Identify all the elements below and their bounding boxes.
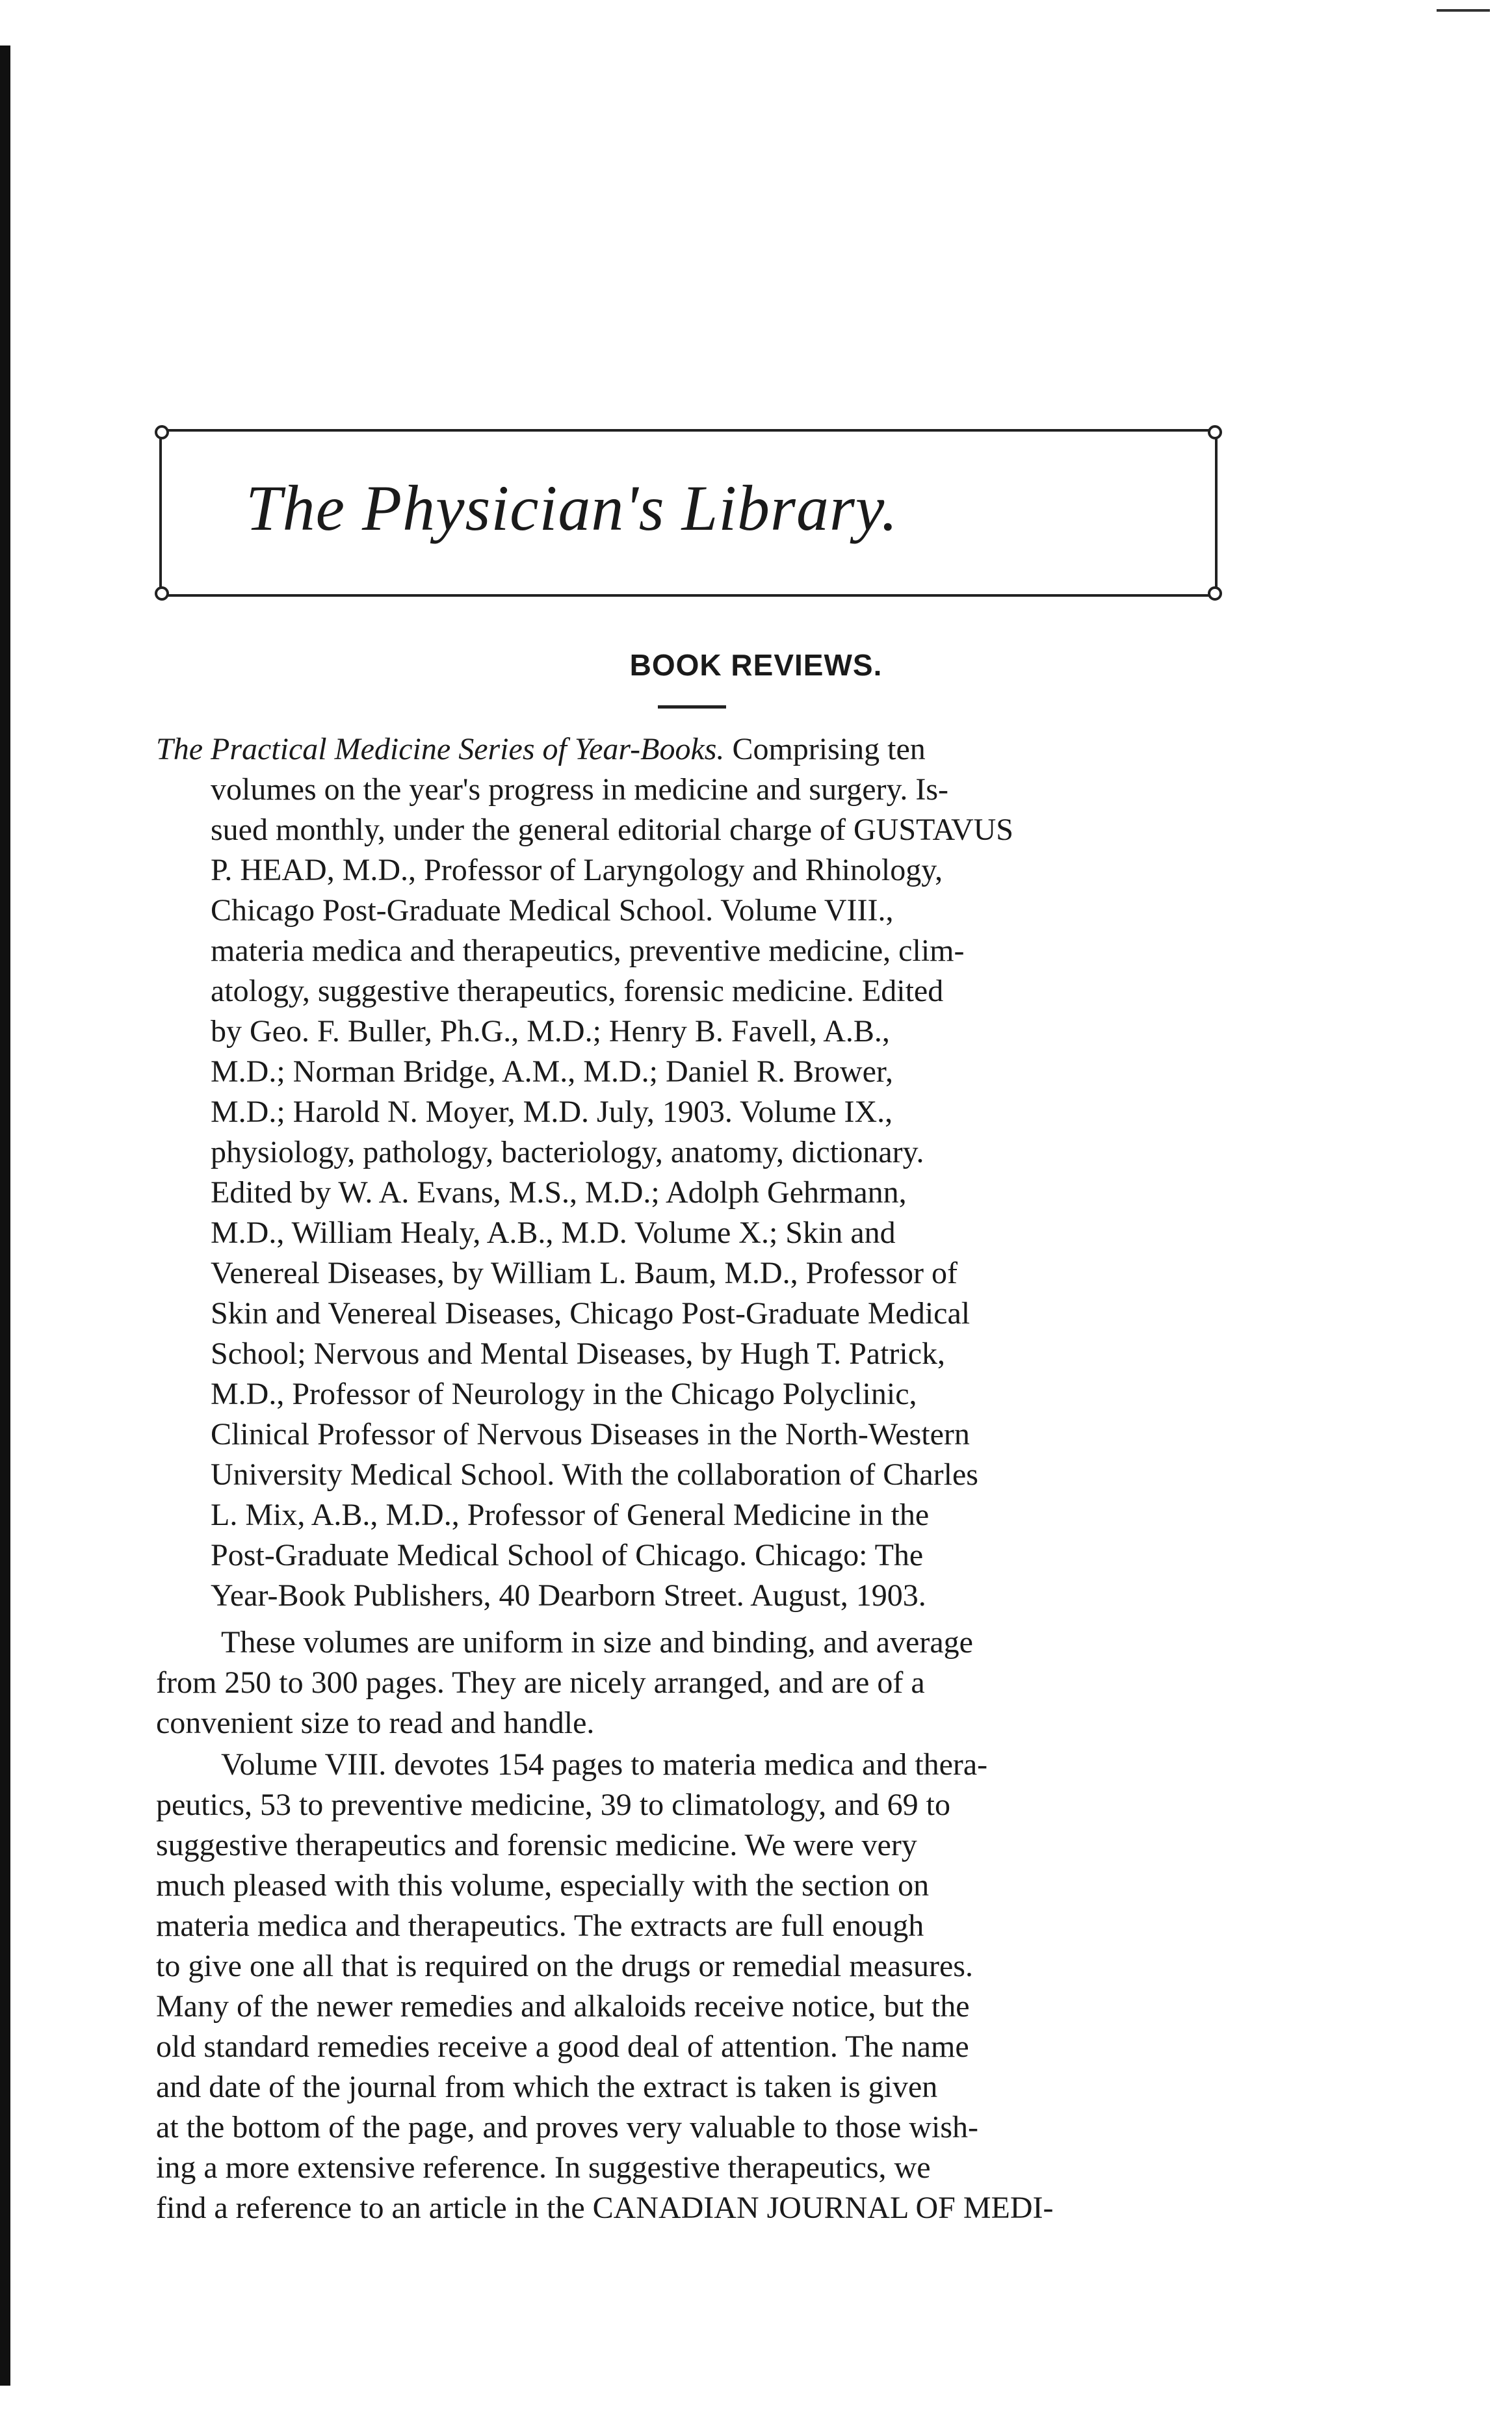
review-line: M.D., William Healy, A.B., M.D. Volume X.; Skin and [211, 1216, 896, 1250]
review-line: University Medical School. With the collaboration of Charles [211, 1457, 978, 1492]
frame-top-rule [163, 429, 1214, 432]
review-line: M.D., Professor of Neurology in the Chicago Polyclinic, [211, 1377, 917, 1411]
frame-corner-ornament [155, 586, 169, 601]
review-line: materia medica and therapeutics, preventive medicine, clim- [211, 933, 965, 968]
paragraph-line: materia medica and therapeutics. The extracts are full enough [156, 1909, 924, 1943]
page-edge-rule [0, 46, 10, 2386]
paragraph-line: at the bottom of the page, and proves very valuable to those wish- [156, 2110, 978, 2144]
review-line [156, 729, 1013, 770]
review-line: M.D.; Norman Bridge, A.M., M.D.; Daniel R. Brower, [211, 1054, 893, 1089]
paragraph-line: convenient size to read and handle. [156, 1706, 595, 1740]
paragraph-line: old standard remedies receive a good deal of attention. The name [156, 2029, 969, 2064]
corner-mark [1437, 9, 1490, 12]
review-line: L. Mix, A.B., M.D., Professor of General Medicine in the [211, 1498, 930, 1532]
review-line: Edited by W. A. Evans, M.S., M.D.; Adolph Gehrmann, [211, 1175, 907, 1210]
paragraph-line: and date of the journal from which the extract is taken is given [156, 2070, 938, 2104]
review-line: physiology, pathology, bacteriology, anatomy, dictionary. [211, 1135, 924, 1169]
review-line: Clinical Professor of Nervous Diseases in the North-Western [211, 1417, 970, 1452]
review-line: M.D.; Harold N. Moyer, M.D. July, 1903. Volume IX., [211, 1095, 893, 1129]
paragraph-line: Volume VIII. devotes 154 pages to materia medica and thera- [221, 1747, 988, 1782]
paragraph [156, 1745, 1235, 2228]
review-line: Chicago Post-Graduate Medical School. Volume VIII., [211, 893, 894, 928]
paragraph-line: much pleased with this volume, especially with the section on [156, 1868, 930, 1903]
frame-left-rule [159, 438, 162, 588]
page-title: The Physician's Library. [246, 472, 898, 544]
frame-corner-ornament [155, 425, 169, 439]
review-line: atology, suggestive therapeutics, forensic medicine. Edited [211, 974, 944, 1008]
review-line: P. HEAD, M.D., Professor of Laryngology and Rhinology, [211, 853, 943, 887]
review-line: Year-Book Publishers, 40 Dearborn Street. August, 1903. [211, 1578, 926, 1613]
review-line-text: Comprising ten [724, 732, 926, 766]
review-line: Venereal Diseases, by William L. Baum, M.D., Professor of [211, 1256, 958, 1290]
paragraph-line: suggestive therapeutics and forensic medicine. We were very [156, 1828, 917, 1862]
paragraph [156, 1623, 1235, 1743]
title-frame [155, 425, 1222, 601]
paragraph-line: to give one all that is required on the drugs or remedial measures. [156, 1949, 973, 1983]
review-line: volumes on the year's progress in medicine and surgery. Is- [211, 772, 949, 807]
paragraph-line: find a reference to an article in the CANADIAN JOURNAL OF MEDI- [156, 2191, 1054, 2225]
review-line: Skin and Venereal Diseases, Chicago Post-Graduate Medical [211, 1296, 971, 1331]
paragraph-line: from 250 to 300 pages. They are nicely arranged, and are of a [156, 1665, 925, 1700]
frame-corner-ornament [1208, 586, 1222, 601]
paragraph-line: ing a more extensive reference. In suggestive therapeutics, we [156, 2150, 931, 2185]
review-entry [156, 729, 1013, 1616]
frame-right-rule [1215, 438, 1218, 588]
review-line: School; Nervous and Mental Diseases, by Hugh T. Patrick, [211, 1336, 946, 1371]
section-heading: BOOK REVIEWS. [629, 648, 883, 682]
paragraph-line: Many of the newer remedies and alkaloids receive notice, but the [156, 1989, 970, 2024]
review-line: Post-Graduate Medical School of Chicago. Chicago: The [211, 1538, 924, 1572]
heading-rule [658, 705, 726, 709]
paragraph-line: These volumes are uniform in size and binding, and average [221, 1625, 973, 1660]
frame-corner-ornament [1208, 425, 1222, 439]
paragraph-line: peutics, 53 to preventive medicine, 39 to climatology, and 69 to [156, 1788, 950, 1822]
frame-bottom-rule [163, 594, 1214, 597]
review-line: by Geo. F. Buller, Ph.G., M.D.; Henry B. Favell, A.B., [211, 1014, 890, 1049]
review-line: sued monthly, under the general editorial charge of GUSTAVUS [211, 813, 1013, 847]
book-title: The Practical Medicine Series of Year-Books. [156, 732, 725, 766]
